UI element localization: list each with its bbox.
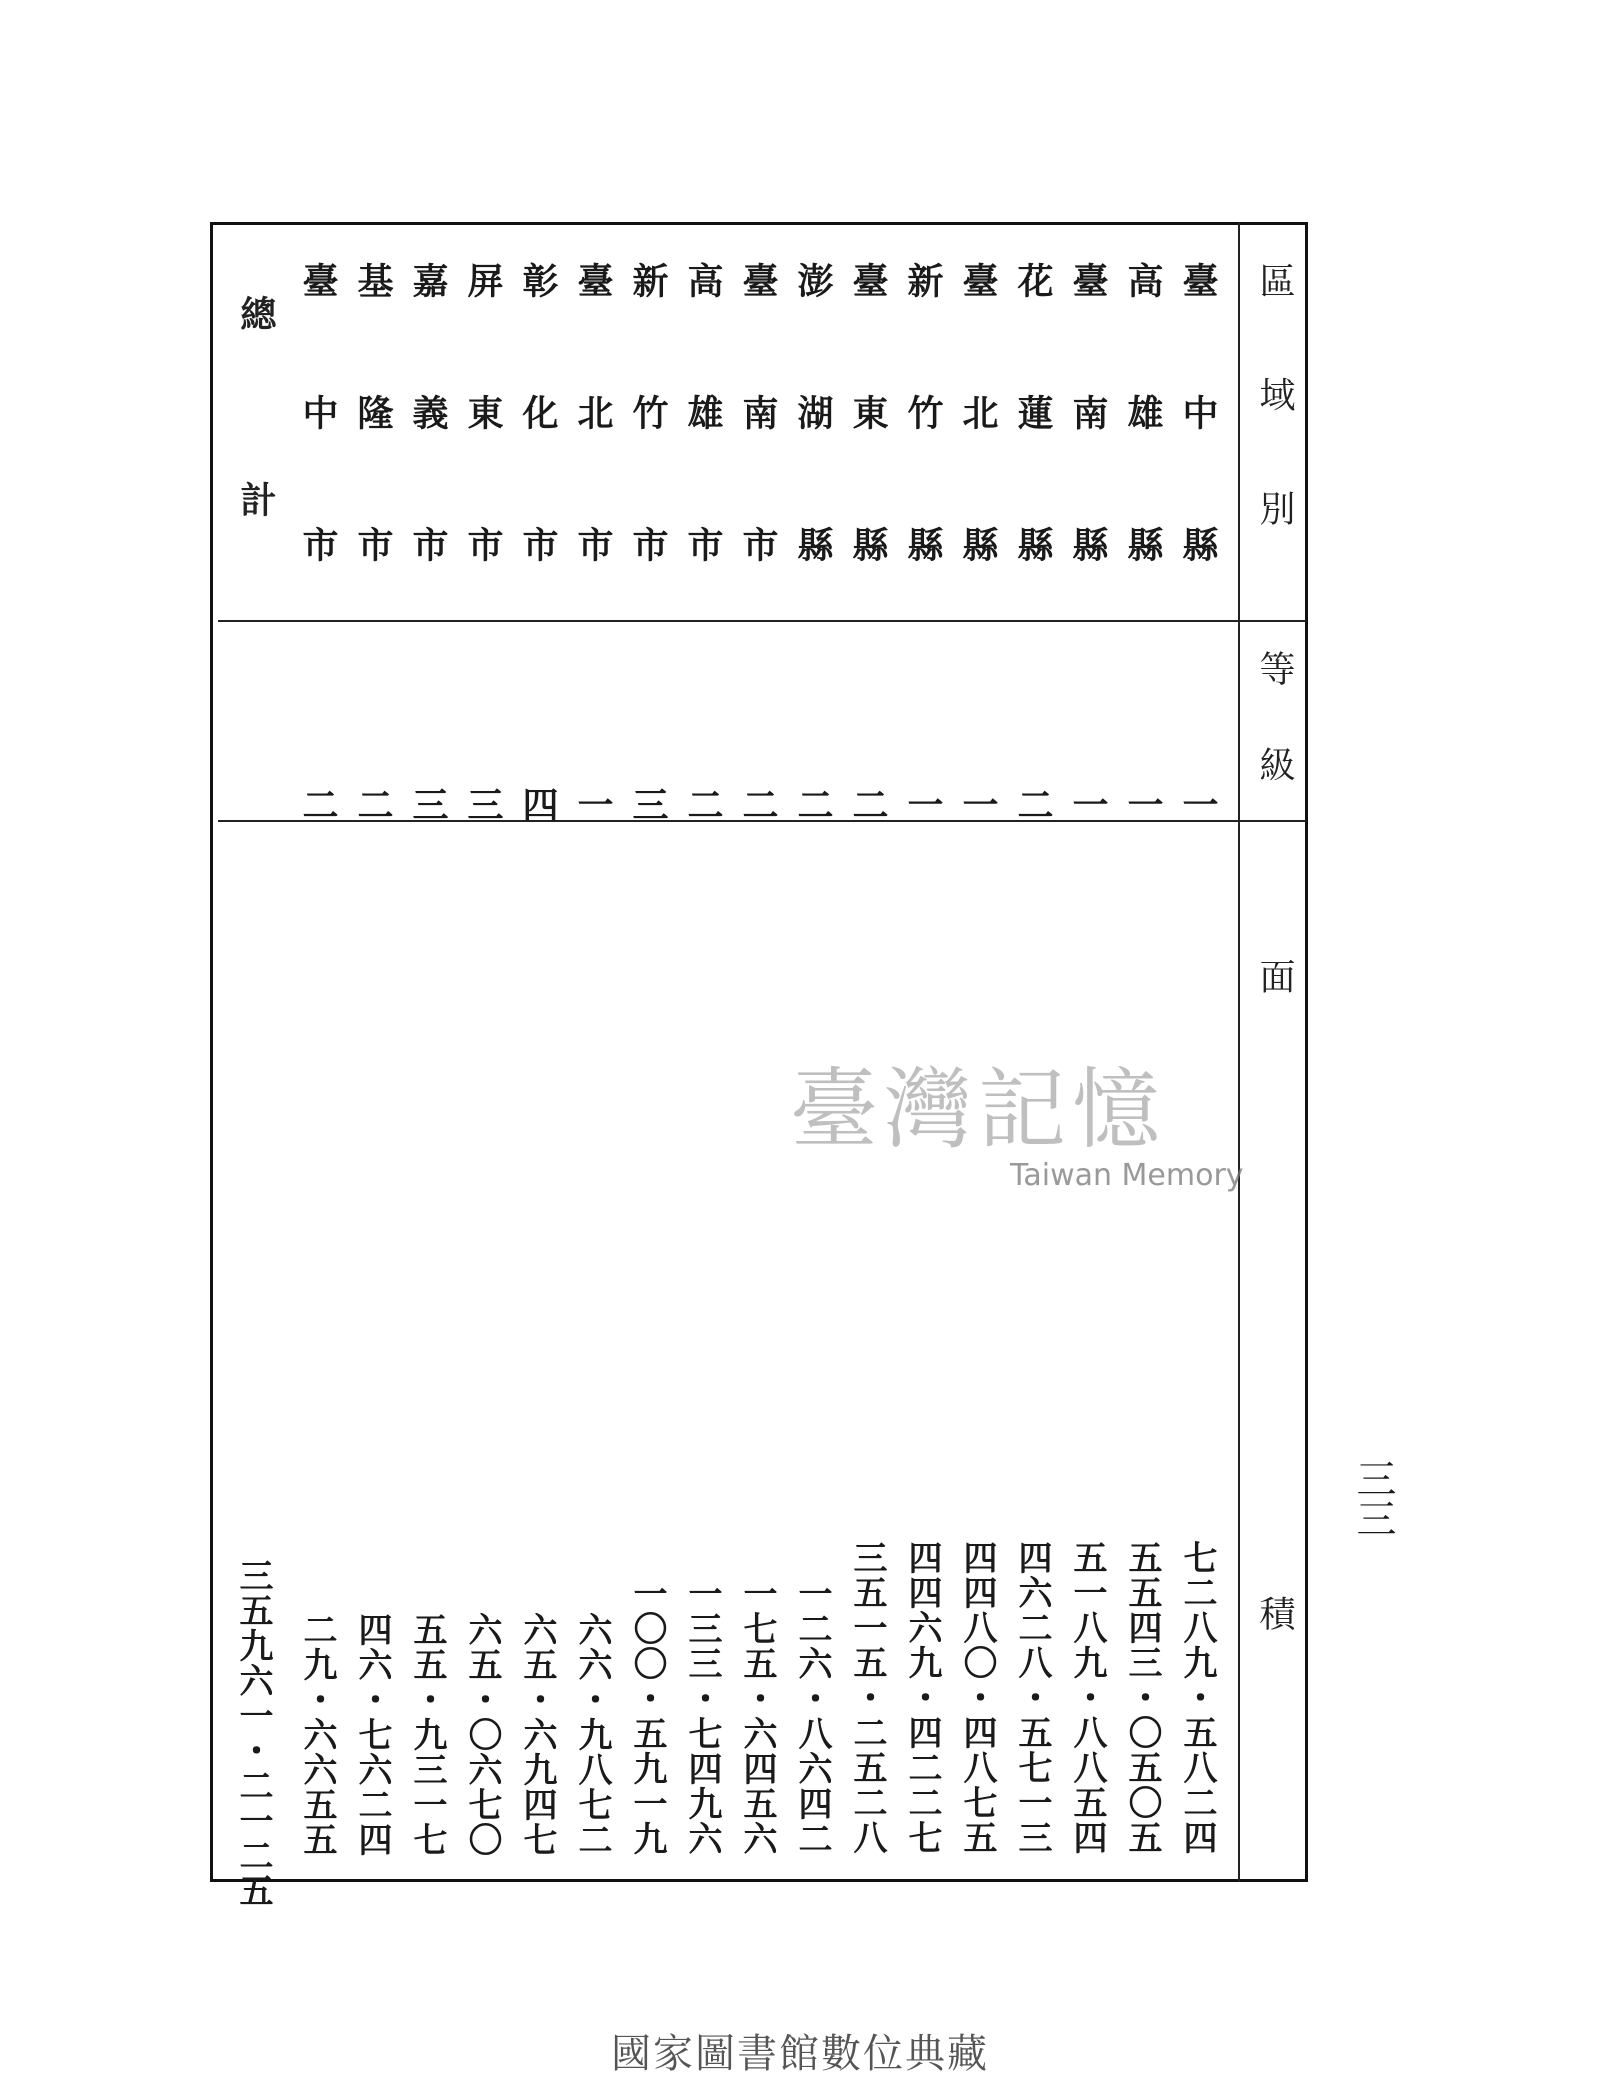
row-area: 六五・六九四七	[517, 1612, 557, 1857]
row-area: 六六・九八七二	[572, 1612, 612, 1857]
row-area: 三五一五・二五二八	[847, 1540, 887, 1855]
row-name: 基隆市	[352, 262, 394, 658]
row-name: 臺北市	[572, 262, 614, 658]
total-area: 三五九六一・二一二五	[233, 1558, 273, 1908]
row-area: 一三三・七四九六	[682, 1576, 722, 1856]
row-grade: 二	[682, 786, 724, 822]
row-grade: 二	[792, 786, 834, 822]
row-name: 高雄縣	[1122, 262, 1164, 658]
row-area: 五五・九三一七	[407, 1612, 447, 1857]
row-area: 一〇〇・五九一九	[627, 1576, 667, 1856]
row-name: 臺北縣	[957, 262, 999, 658]
row-area: 一七五・六四五六	[737, 1576, 777, 1856]
row-name: 澎湖縣	[792, 262, 834, 658]
row-grade: 三	[627, 786, 669, 822]
row-area: 五一八九・八八五四	[1067, 1540, 1107, 1855]
row-area: 四四八〇・四八七五	[957, 1540, 997, 1855]
row-area: 六五・〇六七〇	[462, 1612, 502, 1857]
row-grade: 二	[847, 786, 889, 822]
row-grade: 二	[1012, 786, 1054, 822]
row-name: 花蓮縣	[1012, 262, 1054, 658]
row-name: 新竹市	[627, 262, 669, 658]
watermark-english: Taiwan Memory	[1010, 1158, 1244, 1193]
row-grade: 四	[517, 786, 559, 822]
row-name: 臺中縣	[1177, 262, 1219, 658]
row-area: 二九・六六五五	[297, 1612, 337, 1857]
footer-collection: 國家圖書館數位典藏	[611, 2031, 989, 2077]
row-grade: 一	[1067, 786, 1109, 822]
row-name: 新竹縣	[902, 262, 944, 658]
row-grade: 二	[352, 786, 394, 822]
row-area: 四四六九・四二二七	[902, 1540, 942, 1855]
row-area: 四六二八・五七一三	[1012, 1540, 1052, 1855]
row-name: 臺中市	[297, 262, 339, 658]
row-area: 一二六・八六四二	[792, 1576, 832, 1856]
header-area-top: 面	[1254, 958, 1295, 994]
row-grade: 二	[297, 786, 339, 822]
row-name: 臺東縣	[847, 262, 889, 658]
row-grade: 一	[1122, 786, 1164, 822]
header-grade: 等級	[1254, 650, 1295, 842]
header-region: 區域別	[1254, 262, 1295, 604]
row-grade: 一	[1177, 786, 1219, 822]
row-grade: 一	[957, 786, 999, 822]
header-area-bottom: 積	[1254, 1595, 1295, 1631]
row-name: 彰化市	[517, 262, 559, 658]
watermark-chinese: 臺灣記憶	[790, 1058, 1167, 1161]
row-grade: 三	[462, 786, 504, 822]
row-name: 臺南市	[737, 262, 779, 658]
total-label: 總計	[235, 295, 277, 667]
row-name: 高雄市	[682, 262, 724, 658]
row-area: 七二八九・五八二四	[1177, 1540, 1217, 1855]
row-name: 嘉義市	[407, 262, 449, 658]
page-number: 三三	[1350, 1458, 1396, 1538]
row-grade: 一	[902, 786, 944, 822]
row-grade: 二	[737, 786, 779, 822]
watermark	[790, 1040, 1250, 1220]
row-area: 四六・七六二四	[352, 1612, 392, 1857]
row-grade: 三	[407, 786, 449, 822]
row-name: 臺南縣	[1067, 262, 1109, 658]
row-area: 五五四三・〇五〇五	[1122, 1540, 1162, 1855]
row-name: 屏東市	[462, 262, 504, 658]
row-grade: 一	[572, 786, 614, 822]
